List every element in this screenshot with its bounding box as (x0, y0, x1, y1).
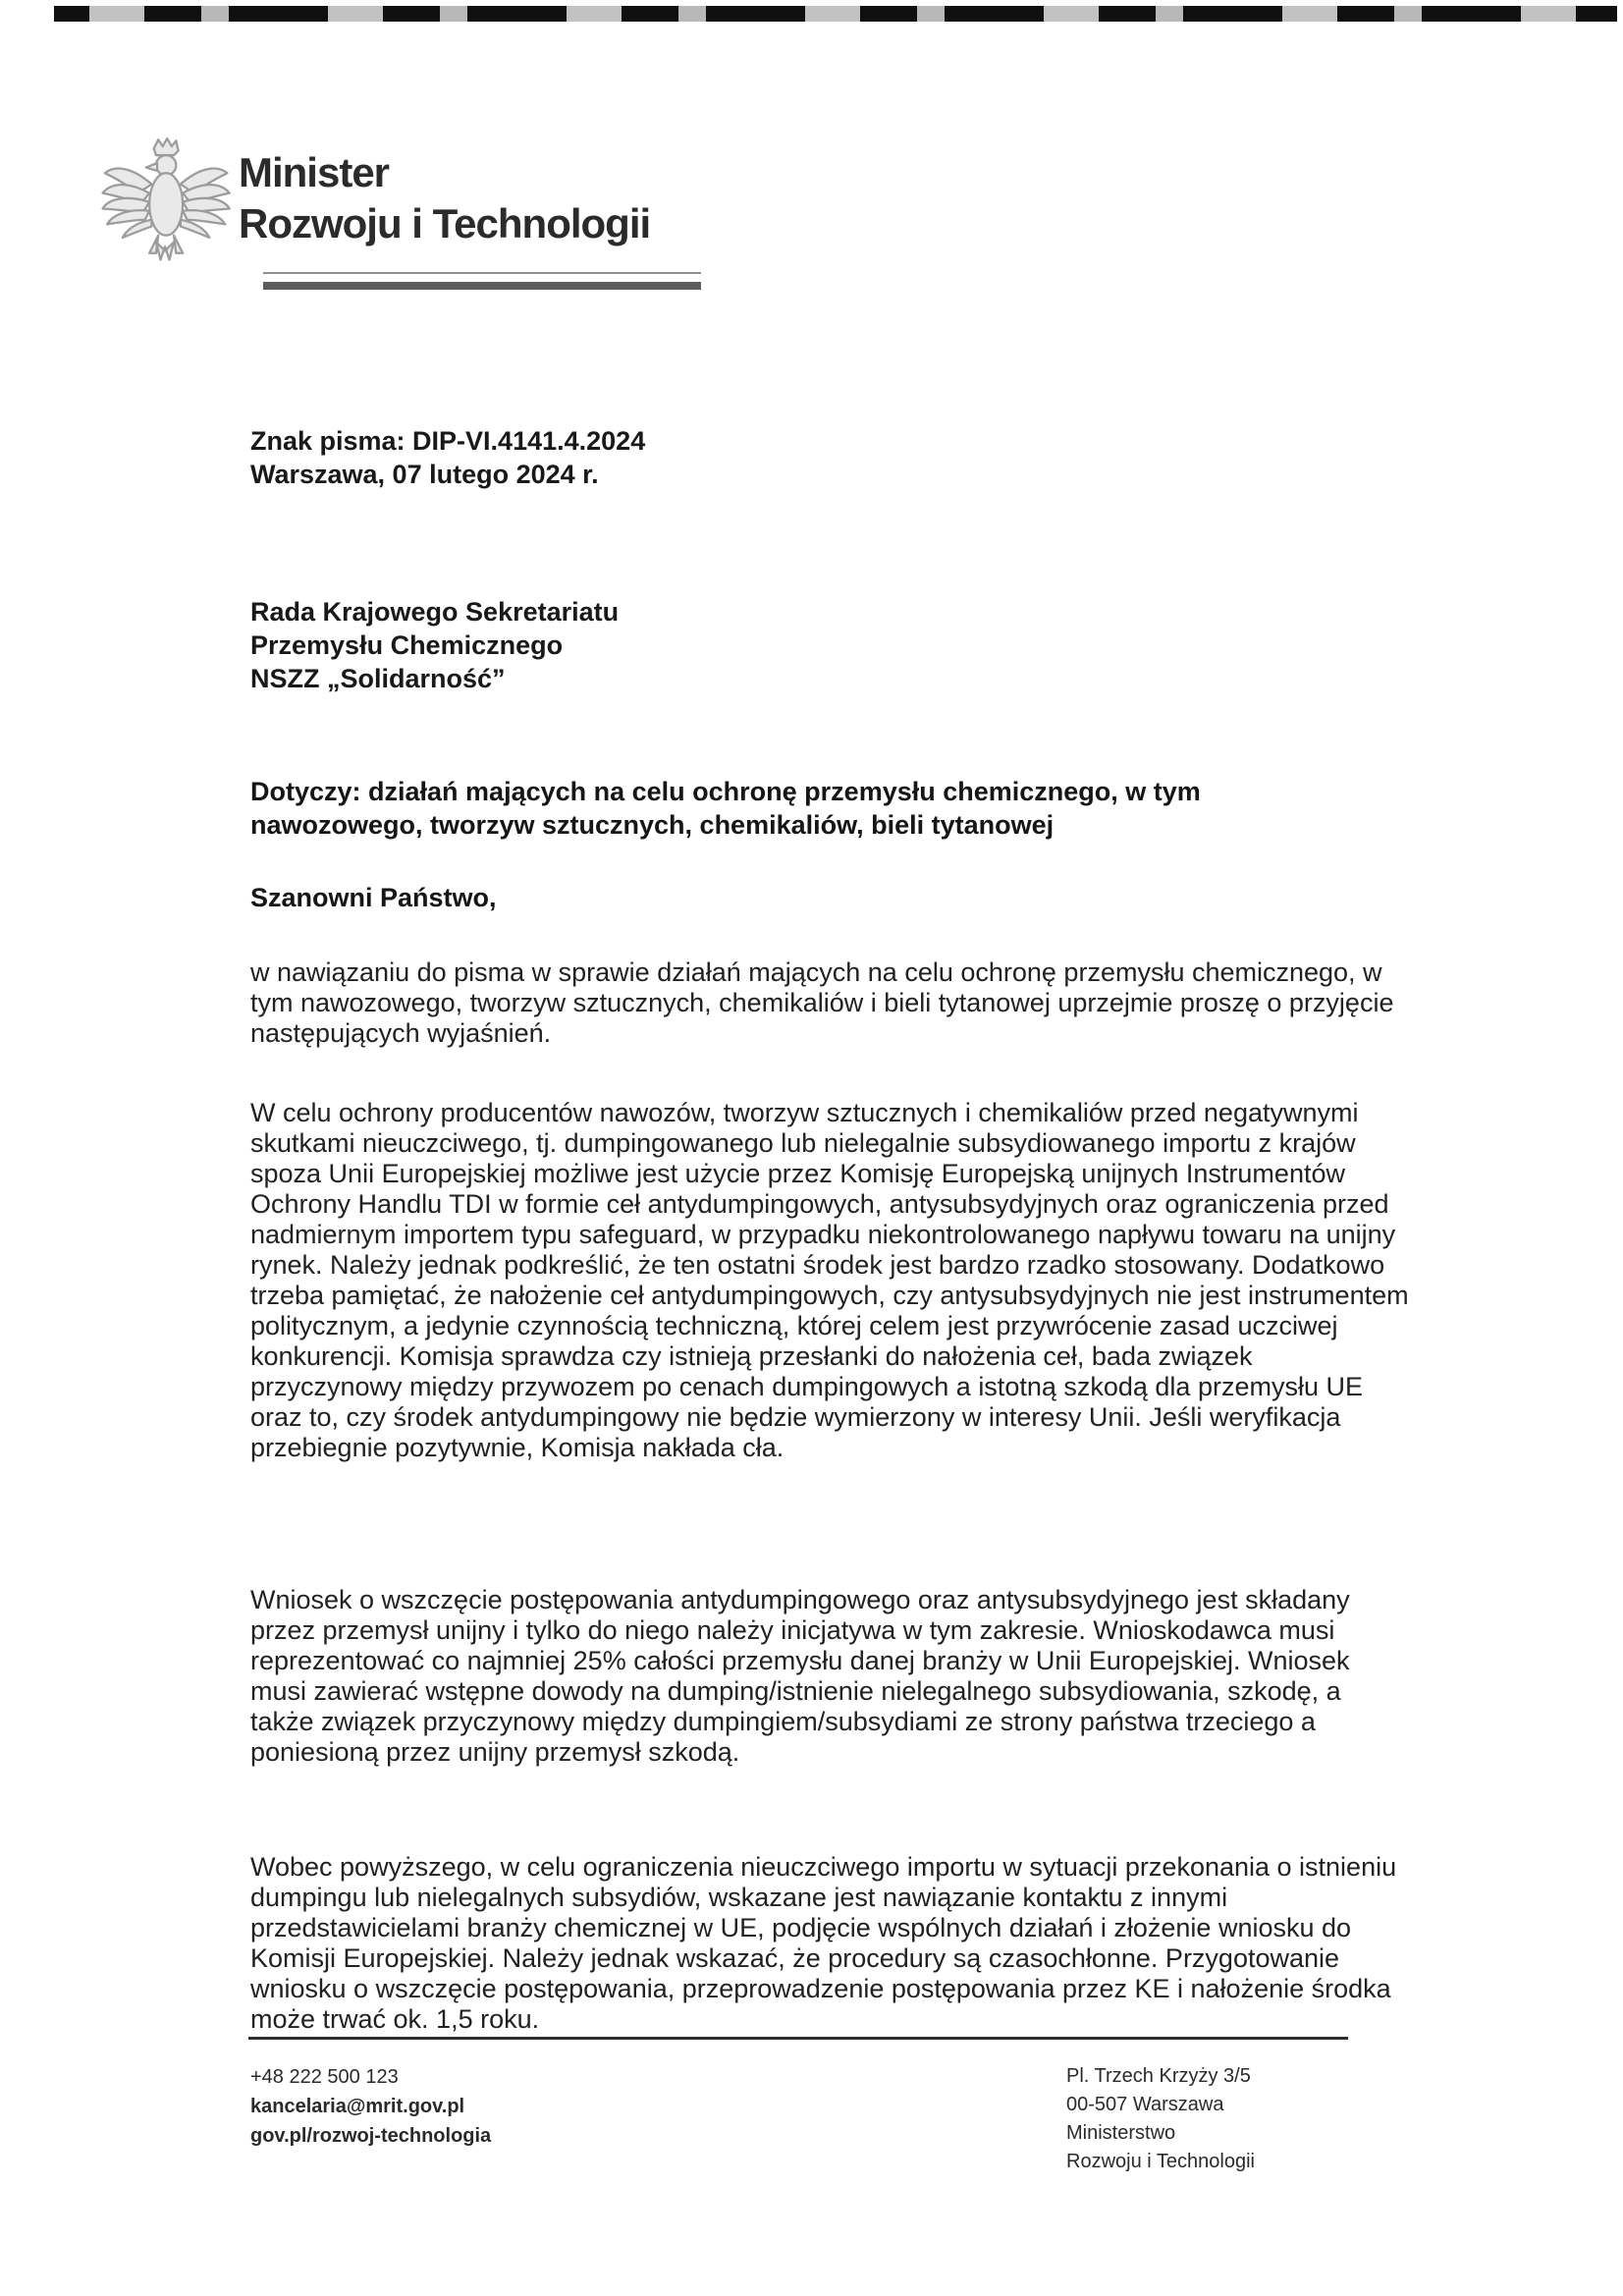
place-and-date: Warszawa, 07 lutego 2024 r. (250, 460, 599, 489)
footer-phone: +48 222 500 123 (250, 2066, 399, 2088)
footer-website: gov.pl/rozwoj-technologia (250, 2125, 492, 2147)
scan-artifact-bar (54, 6, 1617, 22)
footer-email: kancelaria@mrit.gov.pl (250, 2096, 465, 2117)
footer-address-block (1066, 2062, 1255, 2176)
recipient-line: Rada Krajowego Sekretariatu (250, 597, 620, 627)
polish-eagle-icon (98, 131, 232, 296)
body-paragraph-1: w nawiązaniu do pisma w sprawie działań mających na celu ochronę przemysłu chemicznego, w tym nawozowego, tworzyw sztucznych, chemikaliów i bieli tytanowej uprzejmie proszę o przyjęcie następujących wyjaśnień. (250, 957, 1394, 1048)
body-paragraph-4: Wobec powyższego, w celu ograniczenia nieuczciwego importu w sytuacji przekonania o istnieniu dumpingu lub nielegalnych subsydiów, wskazane jest nawiązanie kontaktu z innymi przedstawicielami branży chemicznej w UE, podjęcie wspólnych działań i złożenie wniosku do Komisji Europejskiej. Należy jednak wskazać, że procedury są czasochłonne. Przygotowanie wniosku o wszczęcie postępowania, przeprowadzenie postępowania przez KE i nałożenie środka może trwać ok. 1,5 roku. (250, 1852, 1397, 2034)
footer-address-street: Pl. Trzech Krzyży 3/5 (1066, 2065, 1251, 2087)
footer-separator-line (248, 2037, 1348, 2040)
header-rule-thick (263, 282, 701, 290)
footer-org-line2: Rozwoju i Technologii (1066, 2151, 1255, 2172)
subject-line: Dotyczy: działań mających na celu ochronę przemysłu chemicznego, w tym nawozowego, tworzyw sztucznych, chemikaliów, bieli tytanowej (250, 777, 1201, 840)
footer-address-city: 00-507 Warszawa (1066, 2094, 1224, 2115)
recipient-line: NSZZ „Solidarność” (250, 664, 506, 693)
salutation: Szanowni Państwo, (250, 883, 497, 912)
footer-contact-block (250, 2062, 491, 2151)
ministry-name-line1: Minister (239, 149, 390, 195)
reference-number: Znak pisma: DIP-VI.4141.4.2024 (250, 426, 646, 456)
footer-org-line1: Ministerstwo (1066, 2122, 1176, 2144)
ministry-name (239, 147, 650, 249)
body-paragraph-2: W celu ochrony producentów nawozów, tworzyw sztucznych i chemikaliów przed negatywnymi skutkami nieuczciwego, tj. dumpingowanego lub nielegalnie subsydiowanego importu z krajów spoza Unii Europejskiej możliwe jest użycie przez Komisję Europejską unijnych Instrumentów Ochrony Handlu TDI w formie ceł antydumpingowych, antysubsydyjnych oraz ograniczenia przed nadmiernym importem typu safeguard, w przypadku niekontrolowanego napływu towaru na unijny rynek. Należy jednak podkreślić, że ten ostatni środek jest bardzo rzadko stosowany. Dodatkowo trzeba pamiętać, że nałożenie ceł antydumpingowych, czy antysubsydyjnych nie jest instrumentem politycznym, a jedynie czynnością techniczną, której celem jest przywrócenie zasad uczciwej konkurencji. Komisja sprawdza czy istnieją przesłanki do nałożenia ceł, bada związek przyczynowy między przywozem po cenach dumpingowych a istotną szkodą dla przemysłu UE oraz to, czy środek antydumpingowy nie będzie wymierzony w interesy Unii. Jeśli weryfikacja przebiegnie pozytywnie, Komisja nakłada cła. (250, 1098, 1409, 1462)
header-rule-thin (263, 272, 701, 274)
reference-block (250, 424, 645, 491)
ministry-name-line2: Rozwoju i Technologii (239, 200, 651, 246)
recipient-line: Przemysłu Chemicznego (250, 630, 564, 660)
body-paragraph-3: Wniosek o wszczęcie postępowania antydumpingowego oraz antysubsydyjnego jest składany przez przemysł unijny i tylko do niego należy inicjatywa w tym zakresie. Wnioskodawca musi reprezentować co najmniej 25% całości przemysłu danej branży w Unii Europejskiej. Wniosek musi zawierać wstępne dowody na dumping/istnienie nielegalnego subsydiowania, szkodę, a także związek przyczynowy między dumpingiem/subsydiami ze strony państwa trzeciego a poniesioną przez unijny przemysł szkodą. (250, 1585, 1350, 1767)
recipient-block (250, 595, 619, 695)
